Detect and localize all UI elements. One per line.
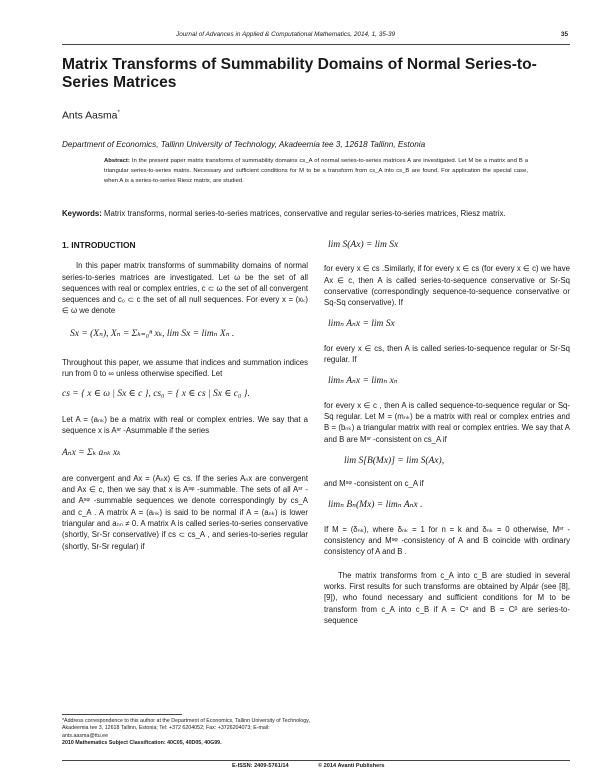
- equation-series-transform: Aₙx = Σₖ aₙₖ xₖ: [62, 447, 121, 458]
- eissn: E-ISSN: 2409-5761/14: [232, 763, 289, 769]
- intro-paragraph-1: In this paper matrix transforms of summability domains of normal series-to-series matrices are investigated. Let ω be the set of all sequences with real or complex entries, c ⊂ ω the set of all convergent sequences and c₀ ⊂ c the set of all null sequences. For every x = (xₖ) ∈ ω we denote: [62, 261, 308, 316]
- body-paragraph-8: and Mˢᵠ -consistent on c_A if: [324, 479, 424, 489]
- body-paragraph-5: for every x ∈ cs .Similarly, if for every x ∈ cs (for every x ∈ c) we have Ax ∈ c, then A is called series-to-sequence conservative or Sr-Sq conservative (correspondingly sequence-to-sequence conservative or Sq-Sq conservative). If: [324, 264, 570, 308]
- intro-paragraph-2: Throughout this paper, we assume that indices and summation indices run from 0 to ∞ unless otherwise specified. Let: [62, 358, 308, 379]
- body-paragraph-9: If M = (δₙₖ), where δₙₖ = 1 for n = k and δₙₖ = 0 otherwise, Mˢʳ -consistency and Mˢᵠ -consistency of A and B coincide with ordinary consistency of A and B .: [324, 524, 570, 557]
- page-number: 35: [560, 31, 568, 38]
- author-name: [62, 110, 120, 121]
- abstract-label: Abstract:: [104, 158, 130, 164]
- equation-cs-definition: cs = { x ∈ ω | Sx ∈ c }, cs₀ = { x ∈ cs | Sx ∈ c₀ }.: [62, 388, 250, 399]
- equation-sr-sq: limₙ Aₙx = lim Sx: [328, 319, 395, 330]
- footer-divider: [62, 760, 570, 761]
- footnote-address: *Address correspondence to this author at the Department of Economics, Tallinn University of Technology, Akadeemia tee 3, 12618 Tallinn, Estonia; Tel: +372 6204052; Fax: +3726204073; E-mail: ants.aasma@ttu.ee: [62, 718, 310, 739]
- publisher-copyright: © 2014 Avanti Publishers: [318, 763, 385, 769]
- body-paragraph-6: for every x ∈ cs, then A is called series-to-sequence regular or Sr-Sq regular. If: [324, 343, 570, 365]
- header-divider: [62, 44, 570, 45]
- footnote-divider: [62, 714, 182, 715]
- footnote: [62, 718, 310, 747]
- body-paragraph-7: for every x ∈ c , then A is called sequence-to-sequence regular or Sq-Sq regular. Let M = (mₙₖ) be a matrix with real or complex entries and B = (bₙₖ) a triangular matrix with real or complex entries. We say that A and B are Mˢʳ -consistent on cs_A if: [324, 400, 570, 444]
- intro-paragraph-3: Let A = (aₙₖ) be a matrix with real or complex entries. We say that a sequence x is Aˢʳ -Asummable if the series: [62, 414, 308, 436]
- equation-partial-sums: Sx = (Xₙ), Xₙ = Σₖ₌₀ⁿ xₖ, lim Sx = limₙ Xₙ .: [70, 328, 235, 339]
- keywords-text: Matrix transforms, normal series-to-series matrices, conservative and regular series-to-series matrices, Riesz matrix.: [104, 209, 506, 218]
- author-text: Ants Aasma: [62, 110, 118, 122]
- equation-sr-consistency: lim S[B(Mx)] = lim S(Ax),: [344, 455, 445, 466]
- body-paragraph-10: The matrix transforms from c_A into c_B are studied in several works. First results for such transforms are obtained by Alpár (see [8], [9]), who found necessary and sufficient conditions for M to be transform from c_A into c_B if A = Cᵅ and B = Cᵝ are series-to-sequence: [324, 570, 570, 625]
- keywords: [62, 208, 570, 219]
- equation-sq-sq: limₙ Aₙx = limₙ xₙ: [328, 376, 398, 387]
- intro-paragraph-4: are convergent and Ax = (Aₙx) ∈ cs. If the series Aₙx are convergent and Ax ∈ c, then we say that x is Aˢᵠ -summable. The sets of all Aˢʳ - and Aˢᵠ -summable sequences we denote correspondingly by cs_A and c_A . A matrix A = (aₙₖ) is said to be normal if A = (aₙₖ) is lower triangular and aₙₙ ≠ 0. A matrix A is called series-to-series conservative (shortly, Sr-Sr conservative) if cs ⊂ cs_A , and series-to-series regular (shortly, Sr-Sr regular) if: [62, 473, 308, 551]
- equation-sq-consistency: limₙ Bₙ(Mx) = limₙ Aₙx .: [328, 500, 423, 511]
- paper-title: Matrix Transforms of Summability Domains of Normal Series-to-Series Matrices: [62, 56, 537, 91]
- section-heading: 1. INTRODUCTION: [62, 240, 136, 250]
- keywords-label: Keywords:: [62, 209, 102, 218]
- right-column: [324, 240, 570, 626]
- msc-classification: 2010 Mathematics Subject Classification: 40C05, 40D05, 40G99.: [62, 739, 222, 746]
- abstract-text: In the present paper matrix transforms of summability domains cs_A of normal series-to-series matrices A are investigated. Let M be a matrix and B a triangular series-to-series matrix. Necessary and sufficient conditions for M to be a transform from cs_A into cs_B are found. For application the special case, when A is a series-to-series Riesz matrix, are studied.: [104, 158, 528, 184]
- affiliation: Department of Economics, Tallinn University of Technology, Akadeemia tee 3, 12618 Tallinn, Estonia: [62, 140, 426, 149]
- journal-header: Journal of Advances in Applied & Computational Mathematics, 2014, 1, 35-39: [176, 31, 396, 38]
- abstract: [104, 156, 528, 186]
- left-column: [62, 240, 308, 552]
- equation-regularity: lim S(Ax) = lim Sx: [328, 240, 399, 250]
- author-mark: *: [117, 110, 120, 116]
